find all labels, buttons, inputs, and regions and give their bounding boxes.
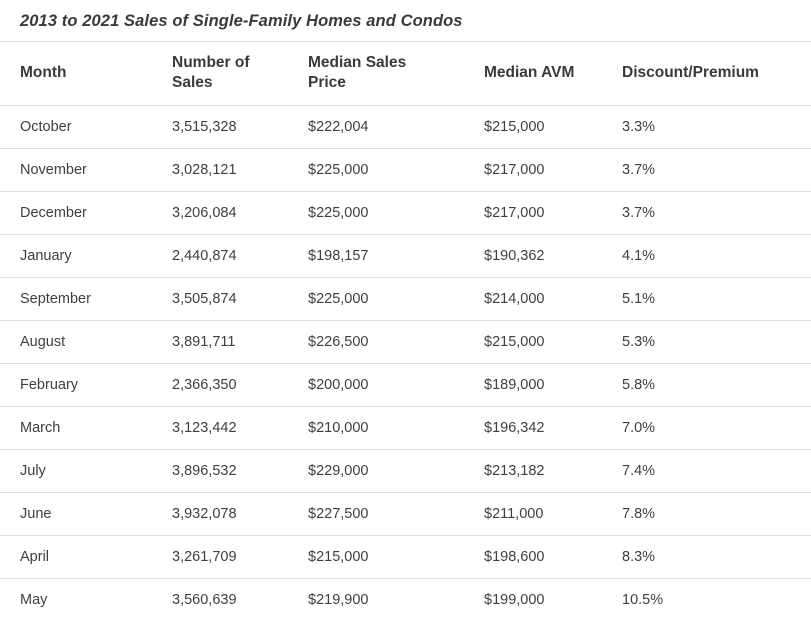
cell-discount-premium: 7.4% — [602, 449, 811, 492]
table-row — [0, 578, 811, 621]
table-row — [0, 148, 811, 191]
column-header-discount-premium — [602, 42, 811, 105]
table-row — [0, 320, 811, 363]
cell-month: July — [0, 449, 152, 492]
cell-median-avm: $214,000 — [464, 277, 602, 320]
table-row — [0, 277, 811, 320]
cell-median-avm: $213,182 — [464, 449, 602, 492]
table-row — [0, 105, 811, 148]
cell-month: January — [0, 234, 152, 277]
cell-median-avm: $198,600 — [464, 535, 602, 578]
cell-month: February — [0, 363, 152, 406]
cell-number-of-sales: 3,206,084 — [152, 191, 288, 234]
cell-discount-premium: 5.8% — [602, 363, 811, 406]
cell-discount-premium: 4.1% — [602, 234, 811, 277]
cell-month: August — [0, 320, 152, 363]
table-row — [0, 449, 811, 492]
cell-discount-premium: 3.7% — [602, 148, 811, 191]
cell-month: December — [0, 191, 152, 234]
cell-median-sales-price: $210,000 — [288, 406, 464, 449]
column-header-median-avm — [464, 42, 602, 105]
cell-discount-premium: 10.5% — [602, 578, 811, 621]
cell-month: March — [0, 406, 152, 449]
cell-number-of-sales: 3,505,874 — [152, 277, 288, 320]
column-header-month — [0, 42, 152, 105]
cell-median-avm: $189,000 — [464, 363, 602, 406]
cell-number-of-sales: 3,560,639 — [152, 578, 288, 621]
column-header-month-label: Month — [20, 64, 67, 82]
cell-number-of-sales: 3,123,442 — [152, 406, 288, 449]
column-header-median-sales-price-label: Median Sales Price — [308, 54, 407, 92]
cell-median-sales-price: $225,000 — [288, 191, 464, 234]
cell-number-of-sales: 3,932,078 — [152, 492, 288, 535]
column-header-median-sales-price — [288, 42, 464, 105]
cell-month: June — [0, 492, 152, 535]
cell-discount-premium: 3.7% — [602, 191, 811, 234]
table-row — [0, 234, 811, 277]
cell-discount-premium: 5.1% — [602, 277, 811, 320]
table-body — [0, 105, 811, 621]
cell-discount-premium: 7.0% — [602, 406, 811, 449]
cell-median-sales-price: $219,900 — [288, 578, 464, 621]
cell-median-avm: $196,342 — [464, 406, 602, 449]
table-row — [0, 535, 811, 578]
cell-median-sales-price: $226,500 — [288, 320, 464, 363]
cell-median-sales-price: $215,000 — [288, 535, 464, 578]
cell-month: November — [0, 148, 152, 191]
cell-median-avm: $217,000 — [464, 148, 602, 191]
column-header-discount-premium-label: Discount/Premium — [622, 64, 759, 82]
cell-median-sales-price: $198,157 — [288, 234, 464, 277]
table-header-row — [0, 42, 811, 105]
cell-median-avm: $190,362 — [464, 234, 602, 277]
cell-number-of-sales: 3,028,121 — [152, 148, 288, 191]
table-row — [0, 492, 811, 535]
column-header-median-avm-label: Median AVM — [484, 64, 575, 82]
cell-median-avm: $199,000 — [464, 578, 602, 621]
cell-number-of-sales: 3,896,532 — [152, 449, 288, 492]
cell-number-of-sales: 2,440,874 — [152, 234, 288, 277]
cell-month: October — [0, 105, 152, 148]
cell-discount-premium: 3.3% — [602, 105, 811, 148]
cell-number-of-sales: 3,891,711 — [152, 320, 288, 363]
cell-number-of-sales: 3,261,709 — [152, 535, 288, 578]
table-header — [0, 42, 811, 105]
column-header-number-of-sales — [152, 42, 288, 105]
cell-median-avm: $217,000 — [464, 191, 602, 234]
cell-median-avm: $211,000 — [464, 492, 602, 535]
cell-discount-premium: 7.8% — [602, 492, 811, 535]
sales-table — [0, 42, 811, 621]
cell-month: September — [0, 277, 152, 320]
cell-median-sales-price: $227,500 — [288, 492, 464, 535]
cell-median-sales-price: $229,000 — [288, 449, 464, 492]
cell-discount-premium: 8.3% — [602, 535, 811, 578]
cell-month: May — [0, 578, 152, 621]
cell-median-avm: $215,000 — [464, 320, 602, 363]
cell-median-sales-price: $200,000 — [288, 363, 464, 406]
column-header-number-of-sales-label: Number of Sales — [172, 54, 250, 92]
table-row — [0, 406, 811, 449]
cell-number-of-sales: 2,366,350 — [152, 363, 288, 406]
cell-median-sales-price: $225,000 — [288, 277, 464, 320]
table-row — [0, 363, 811, 406]
cell-median-sales-price: $225,000 — [288, 148, 464, 191]
cell-number-of-sales: 3,515,328 — [152, 105, 288, 148]
cell-discount-premium: 5.3% — [602, 320, 811, 363]
cell-median-avm: $215,000 — [464, 105, 602, 148]
page-title: 2013 to 2021 Sales of Single-Family Homes and Condos — [20, 12, 463, 30]
cell-month: April — [0, 535, 152, 578]
table-row — [0, 191, 811, 234]
cell-median-sales-price: $222,004 — [288, 105, 464, 148]
